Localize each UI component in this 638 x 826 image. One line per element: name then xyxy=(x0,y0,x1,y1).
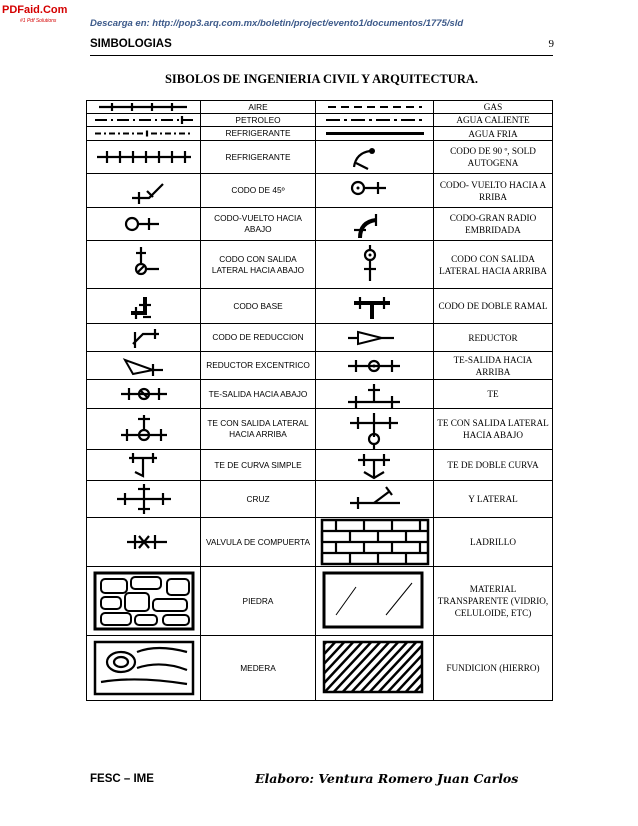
pipe-symbol-icon xyxy=(316,208,434,240)
pipe-symbol-icon xyxy=(87,101,201,113)
pipe-symbol-icon xyxy=(87,174,201,207)
right-symbol-label: CODO-GRAN RADIO EMBRIDADA xyxy=(434,208,553,241)
pipe-symbol-icon xyxy=(316,380,434,408)
right-symbol-label: LADRILLO xyxy=(434,518,553,567)
right-symbol-cell xyxy=(316,481,434,518)
table-row xyxy=(87,241,553,289)
pipe-symbol-icon xyxy=(316,636,434,700)
pipe-symbol-icon xyxy=(87,409,201,449)
left-symbol-cell xyxy=(87,241,201,289)
right-symbol-label: GAS xyxy=(434,101,553,114)
left-symbol-label: CODO BASE xyxy=(201,289,316,324)
pipe-symbol-icon xyxy=(316,289,434,323)
left-symbol-label: CODO DE REDUCCION xyxy=(201,324,316,352)
page-number: 9 xyxy=(548,38,554,50)
left-symbol-cell xyxy=(87,518,201,567)
table-row xyxy=(87,101,553,114)
right-symbol-label: TE-SALIDA HACIA ARRIBA xyxy=(434,352,553,380)
left-symbol-label: REFRIGERANTE xyxy=(201,141,316,174)
left-symbol-cell xyxy=(87,409,201,450)
left-symbol-label: REDUCTOR EXCENTRICO xyxy=(201,352,316,380)
right-symbol-cell xyxy=(316,141,434,174)
table-row xyxy=(87,450,553,481)
right-symbol-label: AGUA CALIENTE xyxy=(434,114,553,127)
pipe-symbol-icon xyxy=(316,450,434,480)
left-symbol-label: PETROLEO xyxy=(201,114,316,127)
pipe-symbol-icon xyxy=(87,567,201,635)
footer-institution: FESC – IME xyxy=(90,773,154,785)
right-symbol-cell xyxy=(316,208,434,241)
right-symbol-cell xyxy=(316,324,434,352)
right-symbol-label: CODO CON SALIDA LATERAL HACIA ARRIBA xyxy=(434,241,553,289)
table-row xyxy=(87,481,553,518)
right-symbol-label: AGUA FRIA xyxy=(434,127,553,141)
pipe-symbol-icon xyxy=(316,174,434,207)
pipe-symbol-icon xyxy=(316,518,434,566)
right-symbol-label: TE CON SALIDA LATERAL HACIA ABAJO xyxy=(434,409,553,450)
pipe-symbol-icon xyxy=(87,481,201,517)
right-symbol-cell xyxy=(316,127,434,141)
pipe-symbol-icon xyxy=(87,127,201,140)
right-symbol-label: REDUCTOR xyxy=(434,324,553,352)
right-symbol-cell xyxy=(316,636,434,701)
footer-author: Elaboro: Ventura Romero Juan Carlos xyxy=(255,771,519,786)
table-row xyxy=(87,208,553,241)
right-symbol-cell xyxy=(316,101,434,114)
left-symbol-label: CODO CON SALIDA LATERAL HACIA ABAJO xyxy=(201,241,316,289)
watermark-brand: PDFaid.Com xyxy=(2,4,68,16)
left-symbol-cell xyxy=(87,141,201,174)
header-divider xyxy=(90,55,553,56)
right-symbol-label: MATERIAL TRANSPARENTE (VIDRIO, CELULOIDE, ETC) xyxy=(434,567,553,636)
right-symbol-label: Y LATERAL xyxy=(434,481,553,518)
left-symbol-label: VALVULA DE COMPUERTA xyxy=(201,518,316,567)
right-symbol-label: FUNDICION (HIERRO) xyxy=(434,636,553,701)
right-symbol-cell xyxy=(316,567,434,636)
pipe-symbol-icon xyxy=(316,409,434,449)
pipe-symbol-icon xyxy=(87,141,201,173)
pipe-symbol-icon xyxy=(316,101,434,113)
right-symbol-cell xyxy=(316,450,434,481)
left-symbol-cell xyxy=(87,289,201,324)
pipe-symbol-icon xyxy=(87,324,201,351)
right-symbol-label: CODO- VUELTO HACIA A RRIBA xyxy=(434,174,553,208)
table-row xyxy=(87,636,553,701)
pipe-symbol-icon xyxy=(87,289,201,323)
left-symbol-cell xyxy=(87,567,201,636)
table-row xyxy=(87,114,553,127)
right-symbol-label: TE DE DOBLE CURVA xyxy=(434,450,553,481)
left-symbol-label: TE-SALIDA HACIA ABAJO xyxy=(201,380,316,409)
right-symbol-cell xyxy=(316,352,434,380)
table-row xyxy=(87,324,553,352)
pipe-symbol-icon xyxy=(316,141,434,173)
pipe-symbol-icon xyxy=(316,241,434,288)
pipe-symbol-icon xyxy=(316,114,434,126)
left-symbol-cell xyxy=(87,114,201,127)
table-row xyxy=(87,567,553,636)
table-row xyxy=(87,518,553,567)
pipe-symbol-icon xyxy=(87,636,201,700)
right-symbol-cell xyxy=(316,518,434,567)
pipe-symbol-icon xyxy=(87,114,201,126)
page-title: SIBOLOS DE INGENIERIA CIVIL Y ARQUITECTURA. xyxy=(164,72,479,86)
table-row xyxy=(87,289,553,324)
pipe-symbol-icon xyxy=(316,127,434,140)
pipe-symbol-icon xyxy=(87,241,201,288)
left-symbol-label: REFRIGERANTE xyxy=(201,127,316,141)
left-symbol-cell xyxy=(87,450,201,481)
right-symbol-label: CODO DE 90 º, SOLD AUTOGENA xyxy=(434,141,553,174)
left-symbol-cell xyxy=(87,208,201,241)
watermark-tagline: #1 Pdf Solutions xyxy=(20,18,57,24)
left-symbol-label: TE CON SALIDA LATERAL HACIA ARRIBA xyxy=(201,409,316,450)
left-symbol-label: CODO-VUELTO HACIA ABAJO xyxy=(201,208,316,241)
pipe-symbol-icon xyxy=(87,450,201,480)
left-symbol-cell xyxy=(87,380,201,409)
left-symbol-cell xyxy=(87,352,201,380)
left-symbol-label: TE DE CURVA SIMPLE xyxy=(201,450,316,481)
pipe-symbol-icon xyxy=(316,481,434,517)
right-symbol-cell xyxy=(316,241,434,289)
right-symbol-cell xyxy=(316,380,434,409)
left-symbol-cell xyxy=(87,481,201,518)
table-row xyxy=(87,380,553,409)
left-symbol-label: PIEDRA xyxy=(201,567,316,636)
pipe-symbol-icon xyxy=(87,208,201,240)
pipe-symbol-icon xyxy=(316,324,434,351)
symbols-table xyxy=(86,100,553,701)
right-symbol-cell xyxy=(316,289,434,324)
table-row xyxy=(87,174,553,208)
left-symbol-label: CRUZ xyxy=(201,481,316,518)
left-symbol-cell xyxy=(87,127,201,141)
left-symbol-cell xyxy=(87,101,201,114)
table-row xyxy=(87,127,553,141)
pipe-symbol-icon xyxy=(316,567,434,635)
pipe-symbol-icon xyxy=(87,518,201,566)
pipe-symbol-icon xyxy=(87,352,201,379)
table-row xyxy=(87,141,553,174)
left-symbol-cell xyxy=(87,636,201,701)
left-symbol-label: MEDERA xyxy=(201,636,316,701)
table-row xyxy=(87,352,553,380)
table-row xyxy=(87,409,553,450)
right-symbol-cell xyxy=(316,174,434,208)
pipe-symbol-icon xyxy=(87,380,201,408)
right-symbol-cell xyxy=(316,114,434,127)
left-symbol-label: AIRE xyxy=(201,101,316,114)
pipe-symbol-icon xyxy=(316,352,434,379)
left-symbol-cell xyxy=(87,324,201,352)
left-symbol-cell xyxy=(87,174,201,208)
left-symbol-label: CODO DE 45º xyxy=(201,174,316,208)
download-link[interactable]: Descarga en: http://pop3.arq.com.mx/boletin/project/evento1/documentos/1775/sld xyxy=(90,18,464,29)
right-symbol-cell xyxy=(316,409,434,450)
section-header: SIMBOLOGIAS xyxy=(90,38,172,50)
pdfaid-watermark xyxy=(2,0,67,24)
right-symbol-label: TE xyxy=(434,380,553,409)
right-symbol-label: CODO DE DOBLE RAMAL xyxy=(434,289,553,324)
